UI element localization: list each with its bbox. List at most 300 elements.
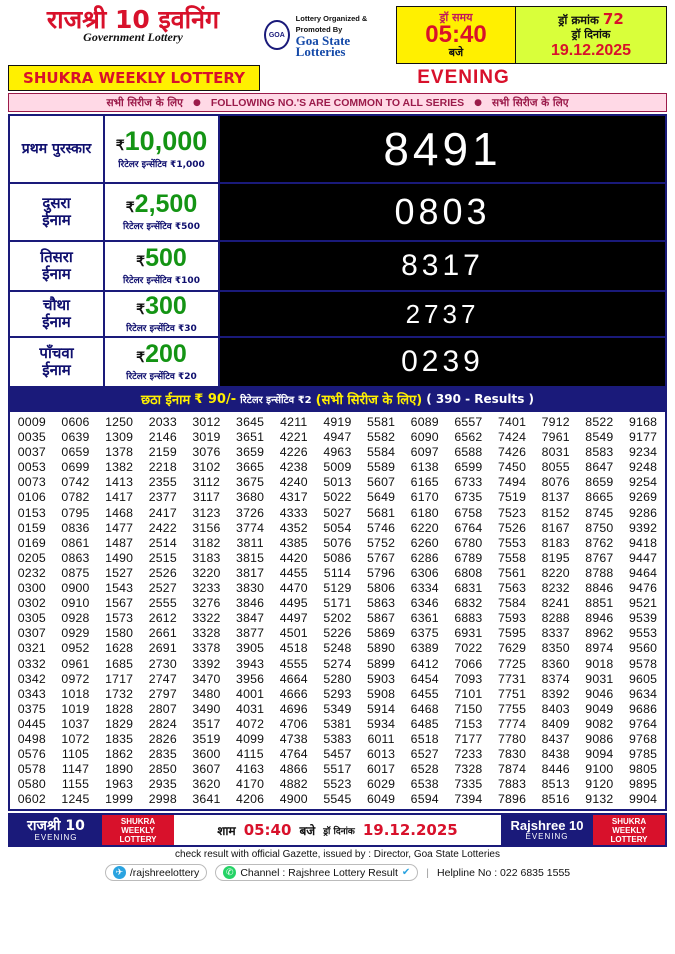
grid-number: 1490 xyxy=(105,550,134,565)
common-series-strip xyxy=(8,93,667,112)
grid-number: 3233 xyxy=(192,581,221,596)
grid-number: 9094 xyxy=(585,747,614,762)
grid-number: 7731 xyxy=(497,671,527,686)
grid-number: 5517 xyxy=(323,762,352,777)
footer-weekly-left-l2: WEEKLY xyxy=(121,825,155,835)
grid-number: 8659 xyxy=(585,475,614,490)
grid-number: 0159 xyxy=(17,520,46,535)
grid-number: 1835 xyxy=(105,731,134,746)
grid-number: 6832 xyxy=(454,596,483,611)
grid-number: 0169 xyxy=(17,535,46,550)
grid-number: 6013 xyxy=(367,747,396,762)
sixth-prize-amount: ₹ 90/- xyxy=(194,391,237,407)
grid-number: 4764 xyxy=(279,747,308,762)
grid-number: 5274 xyxy=(323,656,352,671)
footer-brand-right-sub: EVENING xyxy=(525,832,569,842)
grid-number: 1105 xyxy=(61,747,90,762)
grid-number: 7066 xyxy=(454,656,483,671)
prize-name-fourth-l2: ईनाम xyxy=(42,313,71,331)
sixth-prize-results-count: ( 390 - Results ) xyxy=(426,392,535,406)
grid-number: 1018 xyxy=(61,686,90,701)
grid-number: 9464 xyxy=(629,565,658,580)
grid-number: 9049 xyxy=(585,701,614,716)
grid-number: 5914 xyxy=(367,701,396,716)
grid-number: 5581 xyxy=(367,415,396,429)
grid-number: 3490 xyxy=(192,701,221,716)
grid-number: 1580 xyxy=(105,626,134,641)
helpline-text: Helpline No : 022 6835 1555 xyxy=(437,866,571,879)
grid-number: 2422 xyxy=(148,520,177,535)
grid-row xyxy=(10,717,665,732)
grid-number: 9539 xyxy=(629,611,658,626)
grid-number: 9086 xyxy=(585,731,614,746)
grid-number: 2218 xyxy=(148,460,177,475)
grid-number: 3156 xyxy=(192,520,221,535)
grid-number: 6808 xyxy=(454,565,483,580)
grid-number: 1072 xyxy=(61,731,90,746)
grid-number: 3519 xyxy=(192,731,221,746)
grid-row xyxy=(10,687,665,702)
grid-number: 9578 xyxy=(629,656,658,671)
prize-row-second xyxy=(10,184,665,242)
grid-number: 0307 xyxy=(17,626,46,641)
verified-icon: ✔ xyxy=(401,867,411,879)
grid-number: 4317 xyxy=(279,490,308,505)
grid-number: 6557 xyxy=(454,415,483,429)
grid-number: 5649 xyxy=(367,490,396,505)
grid-number: 3665 xyxy=(236,460,265,475)
grid-number: 5869 xyxy=(367,626,396,641)
grid-number: 9895 xyxy=(629,777,658,792)
grid-number: 2514 xyxy=(148,535,177,550)
bullet-icon: ● xyxy=(474,97,483,108)
grid-number: 4099 xyxy=(236,731,265,746)
grid-number: 0342 xyxy=(17,671,46,686)
grid-number: 3112 xyxy=(192,475,221,490)
grid-number: 6346 xyxy=(410,596,439,611)
grid-number: 8350 xyxy=(541,641,570,656)
grid-number: 7874 xyxy=(497,762,527,777)
grid-number: 0961 xyxy=(61,656,90,671)
grid-number: 1628 xyxy=(105,641,134,656)
grid-number: 2730 xyxy=(148,656,177,671)
grid-number: 5903 xyxy=(367,671,396,686)
prize-incentive-fifth: रिटेलर इन्सेंटिव ₹20 xyxy=(126,372,197,382)
grid-number: 6334 xyxy=(410,581,439,596)
grid-number: 7961 xyxy=(541,430,570,445)
grid-number: 3659 xyxy=(236,445,265,460)
grid-number: 0900 xyxy=(61,581,90,596)
grid-number: 5934 xyxy=(367,716,396,731)
grid-number: 8137 xyxy=(541,490,570,505)
grid-number: 3012 xyxy=(192,415,221,429)
grid-number: 0321 xyxy=(17,641,46,656)
grid-number: 3019 xyxy=(192,430,221,445)
goa-seal-icon: GOA xyxy=(264,20,290,50)
grid-number: 7328 xyxy=(454,762,483,777)
grid-number: 5752 xyxy=(367,535,396,550)
sixth-prize-bar xyxy=(8,388,667,412)
prize-name-third-l1: तिसरा xyxy=(40,247,73,266)
prize-number-first: 8491 xyxy=(220,116,665,182)
grid-number: 3183 xyxy=(192,550,221,565)
grid-number: 7150 xyxy=(454,701,483,716)
grid-number: 8974 xyxy=(585,641,614,656)
grid-number: 1487 xyxy=(105,535,134,550)
footer-weekly-right-l2: WEEKLY xyxy=(612,825,646,835)
grid-number: 5381 xyxy=(323,716,352,731)
grid-row xyxy=(10,445,665,460)
grid-number: 3956 xyxy=(236,671,265,686)
grid-number: 8846 xyxy=(585,581,614,596)
prize-name-second xyxy=(10,184,105,240)
prize-name-fifth xyxy=(10,338,105,386)
grid-number: 4420 xyxy=(279,550,308,565)
grid-number: 8513 xyxy=(541,777,570,792)
grid-number: 9286 xyxy=(629,505,658,520)
grid-number: 7561 xyxy=(497,565,527,580)
grid-number: 3905 xyxy=(236,641,265,656)
grid-number: 3470 xyxy=(192,671,221,686)
grid-number: 0578 xyxy=(17,762,46,777)
grid-number: 5746 xyxy=(367,520,396,535)
grid-row xyxy=(10,641,665,656)
footer-date-value: 19.12.2025 xyxy=(362,821,458,840)
grid-number: 1685 xyxy=(105,656,134,671)
grid-number: 7629 xyxy=(497,641,527,656)
grid-number: 6588 xyxy=(454,445,483,460)
bullet-icon: ● xyxy=(192,97,201,108)
grid-number: 8647 xyxy=(585,460,614,475)
draw-no-label: ड्रॉ क्रमांक xyxy=(558,12,599,27)
grid-number: 5171 xyxy=(323,596,352,611)
grid-number: 8167 xyxy=(541,520,570,535)
grid-number: 2998 xyxy=(148,792,177,807)
grid-number: 5349 xyxy=(323,701,352,716)
footer-weekly-right xyxy=(593,815,665,845)
grid-number: 7896 xyxy=(497,792,527,807)
grid-number: 5114 xyxy=(323,565,352,580)
grid-number: 8337 xyxy=(541,626,570,641)
grid-number: 5226 xyxy=(323,626,352,641)
grid-number: 6138 xyxy=(410,460,439,475)
grid-number: 7153 xyxy=(454,716,483,731)
grid-number: 1378 xyxy=(105,445,134,460)
prize-table xyxy=(8,114,667,388)
grid-number: 0836 xyxy=(61,520,90,535)
grid-number: 3378 xyxy=(192,641,221,656)
grid-number: 8152 xyxy=(541,505,570,520)
grid-number: 3276 xyxy=(192,596,221,611)
grid-number: 5293 xyxy=(323,686,352,701)
grid-number: 0659 xyxy=(61,445,90,460)
grid-number: 6017 xyxy=(367,762,396,777)
grid-number: 1037 xyxy=(61,716,90,731)
currency-symbol: ₹ xyxy=(136,301,146,317)
grid-number: 8438 xyxy=(541,747,570,762)
grid-number: 0106 xyxy=(17,490,46,505)
grid-number: 0952 xyxy=(61,641,90,656)
grid-number: 0639 xyxy=(61,430,90,445)
grid-number: 3392 xyxy=(192,656,221,671)
grid-number: 3943 xyxy=(236,656,265,671)
grid-number: 8446 xyxy=(541,762,570,777)
grid-number: 6306 xyxy=(410,565,439,580)
currency-symbol: ₹ xyxy=(136,253,146,269)
footer-weekly-right-l1: SHUKRA xyxy=(611,816,647,826)
grid-number: 3645 xyxy=(236,415,265,429)
grid-number: 0205 xyxy=(17,550,46,565)
grid-number: 3641 xyxy=(192,792,221,807)
grid-number: 1250 xyxy=(105,415,134,429)
grid-number: 5607 xyxy=(367,475,396,490)
grid-row xyxy=(10,430,665,445)
grid-number: 9634 xyxy=(629,686,658,701)
grid-number: 6011 xyxy=(367,731,395,746)
grid-row xyxy=(10,611,665,626)
grid-number: 8745 xyxy=(585,505,614,520)
sixth-prize-number-grid xyxy=(8,412,667,811)
grid-number: 3774 xyxy=(236,520,265,535)
draw-time-value: 05:40 xyxy=(425,21,487,48)
grid-number: 6412 xyxy=(410,656,439,671)
grid-row xyxy=(10,792,665,807)
grid-number: 0305 xyxy=(17,611,46,626)
grid-number: 3811 xyxy=(236,535,264,550)
grid-number: 3651 xyxy=(236,430,265,445)
divider: | xyxy=(426,866,430,879)
header xyxy=(8,6,667,64)
grid-number: 5457 xyxy=(323,747,352,762)
draw-time-label: ड्रॉ समय xyxy=(439,11,473,24)
grid-number: 8549 xyxy=(585,430,614,445)
grid-number: 6758 xyxy=(454,505,483,520)
lottery-title: राजश्री 10 इवनिंग xyxy=(46,5,220,34)
grid-number: 9046 xyxy=(585,686,614,701)
header-brand xyxy=(8,6,258,64)
grid-number: 8031 xyxy=(541,445,570,460)
grid-number: 3220 xyxy=(192,565,221,580)
grid-number: 0602 xyxy=(17,792,46,807)
grid-number: 1862 xyxy=(105,747,134,762)
grid-number: 0972 xyxy=(61,671,90,686)
grid-number: 6097 xyxy=(410,445,439,460)
draw-time-suffix: बजे xyxy=(448,46,464,59)
prize-amount-fifth: 200 xyxy=(145,340,187,368)
grid-number: 4240 xyxy=(279,475,308,490)
grid-number: 3877 xyxy=(236,626,265,641)
grid-number: 5009 xyxy=(323,460,352,475)
header-second-row xyxy=(8,65,667,91)
prize-name-fourth xyxy=(10,292,105,336)
grid-number: 7725 xyxy=(497,656,527,671)
grid-number: 6454 xyxy=(410,671,439,686)
grid-number: 6831 xyxy=(454,581,483,596)
grid-number: 7022 xyxy=(454,641,483,656)
grid-row xyxy=(10,672,665,687)
currency-symbol: ₹ xyxy=(136,349,146,365)
grid-number: 1543 xyxy=(105,581,134,596)
grid-number: 6538 xyxy=(410,777,439,792)
grid-number: 7912 xyxy=(541,415,570,429)
grid-number: 8409 xyxy=(541,716,570,731)
grid-number: 8403 xyxy=(541,701,570,716)
grid-number: 3123 xyxy=(192,505,221,520)
grid-number: 7494 xyxy=(497,475,527,490)
grid-number: 4206 xyxy=(236,792,265,807)
grid-number: 2555 xyxy=(148,596,177,611)
grid-number: 7755 xyxy=(497,701,527,716)
grid-number: 9100 xyxy=(585,762,614,777)
grid-row xyxy=(10,762,665,777)
grid-number: 6029 xyxy=(367,777,396,792)
grid-number: 4963 xyxy=(323,445,352,460)
grid-number: 1245 xyxy=(61,792,90,807)
grid-number: 8288 xyxy=(541,611,570,626)
grid-number: 0928 xyxy=(61,611,90,626)
grid-row xyxy=(10,747,665,762)
draw-meta-box xyxy=(516,6,667,64)
grid-number: 1382 xyxy=(105,460,134,475)
grid-number: 8360 xyxy=(541,656,570,671)
telegram-icon: ✈ xyxy=(113,866,126,879)
grid-number: 4170 xyxy=(236,777,265,792)
grid-number: 4501 xyxy=(279,626,308,641)
grid-number: 9177 xyxy=(629,430,658,445)
grid-number: 3102 xyxy=(192,460,221,475)
grid-number: 6389 xyxy=(410,641,439,656)
grid-number: 7558 xyxy=(497,550,527,565)
whatsapp-link[interactable] xyxy=(215,864,418,881)
grid-number: 0445 xyxy=(17,716,46,731)
grid-number: 6764 xyxy=(454,520,483,535)
grid-number: 9418 xyxy=(629,535,658,550)
grid-number: 6562 xyxy=(454,430,483,445)
grid-number: 7233 xyxy=(454,747,483,762)
prize-name-second-l2: ईनाम xyxy=(42,211,71,229)
grid-number: 6455 xyxy=(410,686,439,701)
grid-number: 5086 xyxy=(323,550,352,565)
grid-number: 9018 xyxy=(585,656,614,671)
grid-number: 8750 xyxy=(585,520,614,535)
grid-number: 6220 xyxy=(410,520,439,535)
grid-number: 6260 xyxy=(410,535,439,550)
grid-number: 7394 xyxy=(454,792,483,807)
grid-number: 0300 xyxy=(17,581,46,596)
prize-amount-third: 500 xyxy=(145,244,187,272)
grid-number: 0232 xyxy=(17,565,46,580)
footer-time-label: शाम xyxy=(217,823,236,838)
prize-number-third: 8317 xyxy=(220,242,665,290)
grid-number: 0699 xyxy=(61,460,90,475)
grid-number: 5890 xyxy=(367,641,396,656)
grid-number: 9805 xyxy=(629,762,658,777)
footer-brand-right xyxy=(501,815,593,845)
sixth-prize-incentive: रिटेलर इन्सेंटिव ₹2 xyxy=(240,395,312,406)
whatsapp-channel: Channel : Rajshree Lottery Result xyxy=(240,866,398,879)
grid-number: 4947 xyxy=(323,430,352,445)
grid-number: 3847 xyxy=(236,611,265,626)
grid-number: 8241 xyxy=(541,596,570,611)
grid-number: 7519 xyxy=(497,490,527,505)
grid-number: 9254 xyxy=(629,475,658,490)
telegram-handle: /rajshreelottery xyxy=(129,866,200,879)
grid-number: 6180 xyxy=(410,505,439,520)
grid-number: 0035 xyxy=(17,430,46,445)
grid-number: 6090 xyxy=(410,430,439,445)
grid-number: 5280 xyxy=(323,671,352,686)
footer-time-suffix: बजे xyxy=(299,823,316,838)
grid-number: 7177 xyxy=(454,731,483,746)
grid-number: 4470 xyxy=(279,581,308,596)
weekly-banner: SHUKRA WEEKLY LOTTERY xyxy=(8,65,260,91)
grid-number: 7584 xyxy=(497,596,527,611)
grid-number: 1829 xyxy=(105,716,134,731)
grid-number: 4919 xyxy=(323,415,352,429)
grid-row xyxy=(10,475,665,490)
grid-number: 5582 xyxy=(367,430,396,445)
grid-number: 2826 xyxy=(148,731,177,746)
grid-number: 6375 xyxy=(410,626,439,641)
grid-number: 7401 xyxy=(497,415,527,429)
grid-number: 9904 xyxy=(629,792,658,807)
grid-number: 5863 xyxy=(367,596,396,611)
grid-number: 7780 xyxy=(497,731,527,746)
grid-number: 5523 xyxy=(323,777,352,792)
grid-number: 5584 xyxy=(367,445,396,460)
grid-number: 9234 xyxy=(629,445,658,460)
grid-number: 3680 xyxy=(236,490,265,505)
grid-number: 9132 xyxy=(585,792,614,807)
grid-number: 3600 xyxy=(192,747,221,762)
grid-number: 6594 xyxy=(410,792,439,807)
prize-amount-cell-fourth xyxy=(105,292,220,336)
grid-number: 3076 xyxy=(192,445,221,460)
grid-number: 4072 xyxy=(236,716,265,731)
grid-number: 3830 xyxy=(236,581,265,596)
grid-number: 2159 xyxy=(148,445,177,460)
grid-row xyxy=(10,506,665,521)
footer-time-value: 05:40 xyxy=(243,821,292,840)
grid-number: 2807 xyxy=(148,701,177,716)
strip-center-text: FOLLOWING NO.'S ARE COMMON TO ALL SERIES xyxy=(210,96,465,109)
grid-number: 2747 xyxy=(148,671,177,686)
grid-number: 1963 xyxy=(105,777,134,792)
grid-number: 6599 xyxy=(454,460,483,475)
prize-incentive-second: रिटेलर इन्सेंटिव ₹500 xyxy=(123,222,200,232)
grid-number: 6931 xyxy=(454,626,483,641)
telegram-link[interactable] xyxy=(105,864,207,881)
prize-row-first xyxy=(10,116,665,184)
grid-number: 0073 xyxy=(17,475,46,490)
grid-number: 0343 xyxy=(17,686,46,701)
currency-symbol: ₹ xyxy=(115,137,125,153)
grid-number: 2850 xyxy=(148,762,177,777)
grid-number: 7101 xyxy=(454,686,483,701)
grid-number: 1417 xyxy=(105,490,134,505)
grid-number: 0910 xyxy=(61,596,90,611)
grid-number: 7883 xyxy=(497,777,527,792)
grid-number: 7563 xyxy=(497,581,527,596)
grid-row xyxy=(10,566,665,581)
grid-number: 6468 xyxy=(410,701,439,716)
grid-number: 9560 xyxy=(629,641,658,656)
grid-number: 1309 xyxy=(105,430,134,445)
grid-number: 2612 xyxy=(148,611,177,626)
grid-number: 8788 xyxy=(585,565,614,580)
grid-number: 9082 xyxy=(585,716,614,731)
grid-number: 4738 xyxy=(279,731,308,746)
